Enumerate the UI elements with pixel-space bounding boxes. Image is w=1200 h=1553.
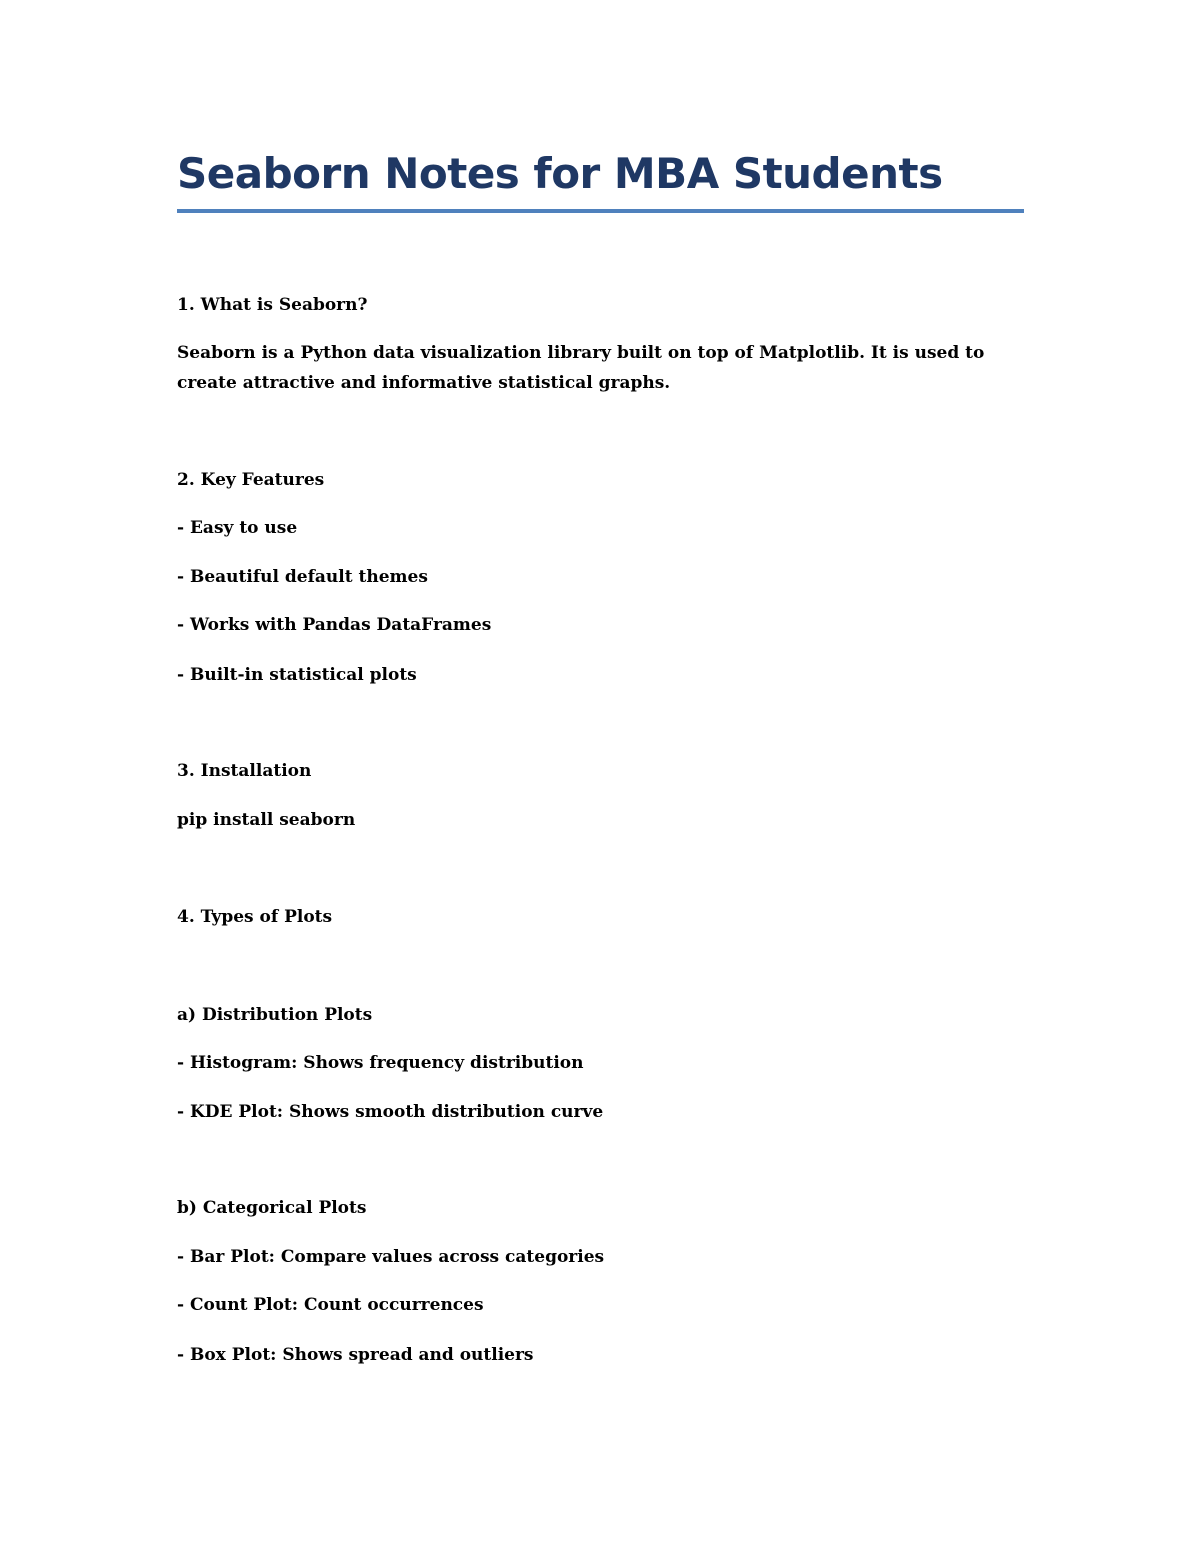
list-item-pandas-dataframes: - Works with Pandas DataFrames bbox=[177, 615, 492, 635]
subheading-categorical-plots: b) Categorical Plots bbox=[177, 1198, 367, 1218]
section-heading-what-is-seaborn: 1. What is Seaborn? bbox=[177, 295, 368, 315]
title-underline-rule bbox=[177, 209, 1024, 213]
list-item-bar-plot: - Bar Plot: Compare values across categories bbox=[177, 1247, 605, 1267]
list-item-histogram: - Histogram: Shows frequency distribution bbox=[177, 1053, 584, 1073]
list-item-default-themes: - Beautiful default themes bbox=[177, 567, 428, 587]
install-command: pip install seaborn bbox=[177, 810, 356, 830]
section-heading-key-features: 2. Key Features bbox=[177, 470, 325, 490]
subheading-distribution-plots: a) Distribution Plots bbox=[177, 1005, 373, 1025]
what-is-seaborn-paragraph: Seaborn is a Python data visualization library built on top of Matplotlib. It is used to create attractive and informative statistical graphs. bbox=[177, 343, 985, 393]
list-item-count-plot: - Count Plot: Count occurrences bbox=[177, 1295, 484, 1315]
list-item-statistical-plots: - Built-in statistical plots bbox=[177, 665, 417, 685]
section-heading-installation: 3. Installation bbox=[177, 761, 312, 781]
list-item-easy-to-use: - Easy to use bbox=[177, 518, 298, 538]
section-heading-types-of-plots: 4. Types of Plots bbox=[177, 907, 333, 927]
document-title: Seaborn Notes for MBA Students bbox=[177, 149, 943, 198]
list-item-box-plot: - Box Plot: Shows spread and outliers bbox=[177, 1345, 534, 1365]
list-item-kde-plot: - KDE Plot: Shows smooth distribution curve bbox=[177, 1102, 604, 1122]
